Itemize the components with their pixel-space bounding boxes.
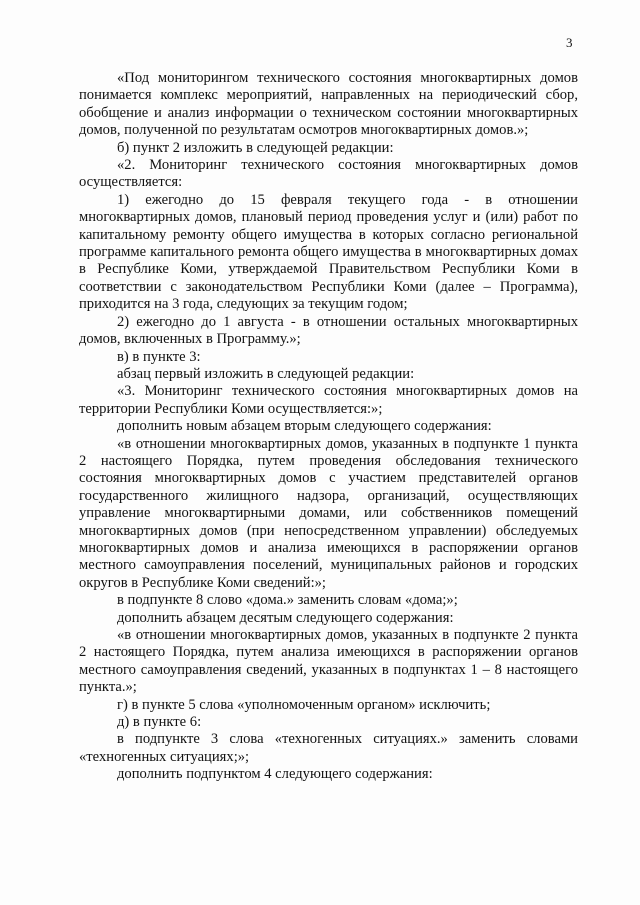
document-body <box>79 70 578 784</box>
page-number: 3 <box>566 35 573 50</box>
paragraph: «3. Мониторинг технического состояния многоквартирных домов на территории Республики Коми осуществляется:»; <box>79 383 578 417</box>
paragraph: в) в пункте 3: <box>117 348 201 365</box>
paragraph: б) пункт 2 изложить в следующей редакции: <box>117 139 394 156</box>
paragraph: 2) ежегодно до 1 августа - в отношении остальных многоквартирных домов, включенных в Программу.»; <box>79 313 578 348</box>
paragraph: г) в пункте 5 слова «уполномоченным органом» исключить; <box>117 696 491 713</box>
paragraph: «Под мониторингом технического состояния многоквартирных домов понимается комплекс мероприятий, направленных на периодический сбор, обобщение и анализ информации о техническом состоянии многоквартирных домов, полученной по результатам осмотров многоквартирных домов.»; <box>79 70 578 139</box>
paragraph: абзац первый изложить в следующей редакции: <box>117 365 415 382</box>
paragraph: дополнить абзацем десятым следующего содержания: <box>117 609 454 626</box>
paragraph: д) в пункте 6: <box>117 714 202 731</box>
paragraph: «в отношении многоквартирных домов, указанных в подпункте 1 пункта 2 настоящего Порядка, путем проведения обследования технического состояния многоквартирных домов с участием представителей органов государственного жилищного надзора, организаций, осуществляющих управление многоквартирными домами, или собственников помещений многоквартирных домов (при непосредственном управлении) обследуемых многоквартирных домов и анализа имеющихся в распоряжении органов местного самоуправления поселений, муниципальных районов и городских округов в Республике Коми сведений:»; <box>79 435 578 591</box>
paragraph: 1) ежегодно до 15 февраля текущего года - в отношении многоквартирных домов, плановый период проведения услуг и (или) работ по капитальному ремонту общего имущества в которых согласно региональной программе капитального ремонта общего имущества в многоквартирных домах в Республике Коми, утверждаемой Правительством Республики Коми в соответствии с законодательством Республики Коми (далее – Программа), приходится на 3 года, следующих за текущим годом; <box>79 191 578 313</box>
paragraph: «2. Мониторинг технического состояния многоквартирных домов осуществляется: <box>79 157 578 191</box>
paragraph: дополнить новым абзацем вторым следующего содержания: <box>117 418 492 435</box>
paragraph: в подпункте 8 слово «дома.» заменить словам «дома;»; <box>117 592 458 609</box>
paragraph: дополнить подпунктом 4 следующего содержания: <box>117 766 433 783</box>
paragraph: в подпункте 3 слова «техногенных ситуациях.» заменить словами «техногенных ситуациях;»; <box>79 731 578 765</box>
paragraph: «в отношении многоквартирных домов, указанных в подпункте 2 пункта 2 настоящего Порядка, путем анализа имеющихся в распоряжении органов местного самоуправления сведений, указанных в подпунктах 1 – 8 настоящего пункта.»; <box>79 627 578 696</box>
